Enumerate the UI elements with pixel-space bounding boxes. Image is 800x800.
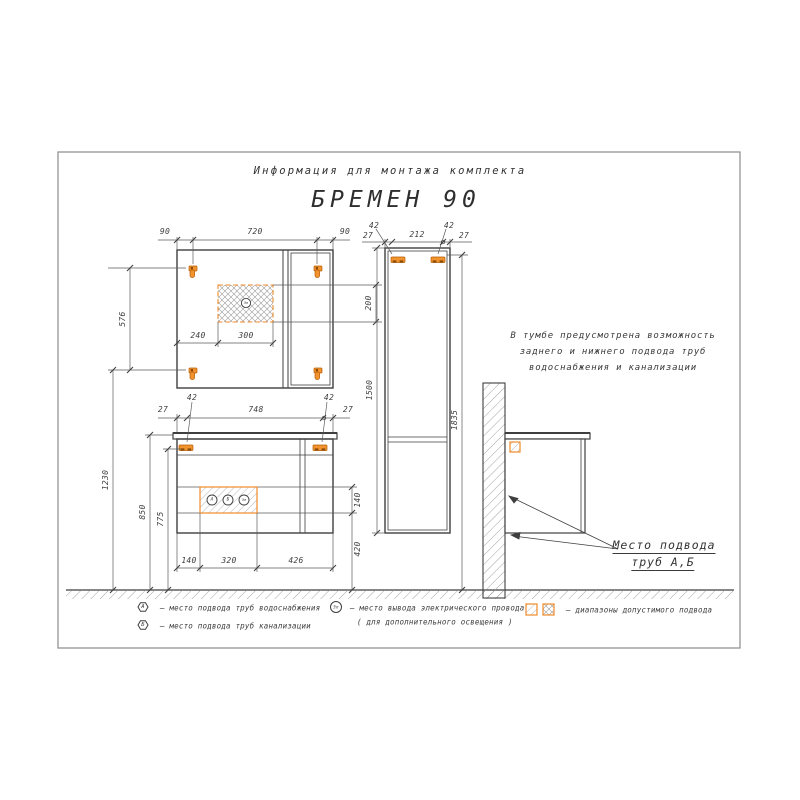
page-title: БРЕМЕН 90 xyxy=(311,187,481,213)
dim-tall-212: 212 xyxy=(409,230,425,239)
dim-mirror-200: 200 xyxy=(364,295,373,311)
wall-section xyxy=(483,383,505,598)
dim-vanity-775: 775 xyxy=(156,511,165,527)
dim-tall-27l: 27 xyxy=(362,231,374,240)
dim-vanity-748: 748 xyxy=(248,405,264,414)
dim-vanity-140b: 140 xyxy=(181,556,197,565)
dim-vanity-140r: 140 xyxy=(353,492,362,508)
dim-mirror-300: 300 xyxy=(238,331,254,340)
dim-tall-1835: 1835 xyxy=(450,409,459,431)
tall-cabinet-hooks xyxy=(391,257,445,263)
vanity-sewer-marker-label: Б xyxy=(226,497,230,503)
mirror-cabinet-hooks xyxy=(189,266,322,380)
mirror-electric-marker-label: Эл xyxy=(243,301,249,305)
legend-electric-symbol: Эл xyxy=(333,604,339,610)
tumba-note-line3: водоснабжения и канализации xyxy=(529,363,697,373)
legend-sewer-symbol: Б xyxy=(141,622,145,628)
pipe-label-line1: Место подвода xyxy=(612,538,716,552)
floor xyxy=(66,590,734,599)
tumba-note-line2: заднего и нижнего подвода труб xyxy=(519,347,707,357)
legend-sewer-text: – место подвода труб канализации xyxy=(160,621,311,631)
dim-mirror-90r: 90 xyxy=(339,227,351,236)
dim-vanity-27l: 27 xyxy=(157,405,169,414)
dim-tall-27r: 27 xyxy=(458,231,470,240)
dim-vanity-42l: 42 xyxy=(186,393,198,402)
legend-water-symbol: А xyxy=(141,604,145,610)
dim-vanity-426b: 426 xyxy=(288,556,304,565)
tall-cabinet-front xyxy=(385,248,450,533)
range-cross-swatch xyxy=(543,604,554,615)
vanity-electric-marker-label: Эл xyxy=(241,498,247,502)
mirror-cabinet-front xyxy=(177,250,333,388)
page-subtitle: Информация для монтажа комплекта xyxy=(253,165,527,177)
vanity-side-view xyxy=(505,433,590,533)
legend-electric-text: – место вывода электрического провода xyxy=(350,603,525,613)
legend-water-text: – место подвода труб водоснабжения xyxy=(160,603,321,613)
dim-tall-1500: 1500 xyxy=(365,379,374,401)
dim-vanity-27r: 27 xyxy=(342,405,354,414)
dim-mirror-90l: 90 xyxy=(159,227,171,236)
pipe-label-line2: труб А,Б xyxy=(631,555,695,569)
dim-mirror-720: 720 xyxy=(247,227,263,236)
dim-vanity-420r: 420 xyxy=(353,541,362,557)
side-pipe-zone xyxy=(510,442,520,452)
dim-vanity-850: 850 xyxy=(138,504,147,520)
dim-mirror-240: 240 xyxy=(190,331,206,340)
range-diag-swatch xyxy=(526,604,537,615)
vanity-front xyxy=(173,433,357,533)
dim-mirror-576: 576 xyxy=(118,311,127,327)
dim-vanity-1230: 1230 xyxy=(101,469,110,491)
dim-tall-42l: 42 xyxy=(368,221,380,230)
tumba-note-line1: В тумбе предусмотрена возможность xyxy=(510,331,716,341)
dim-vanity-42r: 42 xyxy=(323,393,335,402)
legend-electric-text2: ( для дополнительного освещения ) xyxy=(357,617,513,627)
vanity-water-marker-label: А xyxy=(210,497,214,503)
dim-vanity-320b: 320 xyxy=(221,556,237,565)
legend-ranges-text: – диапазоны допустимого подвода xyxy=(566,605,713,615)
dim-tall-42r: 42 xyxy=(443,221,455,230)
